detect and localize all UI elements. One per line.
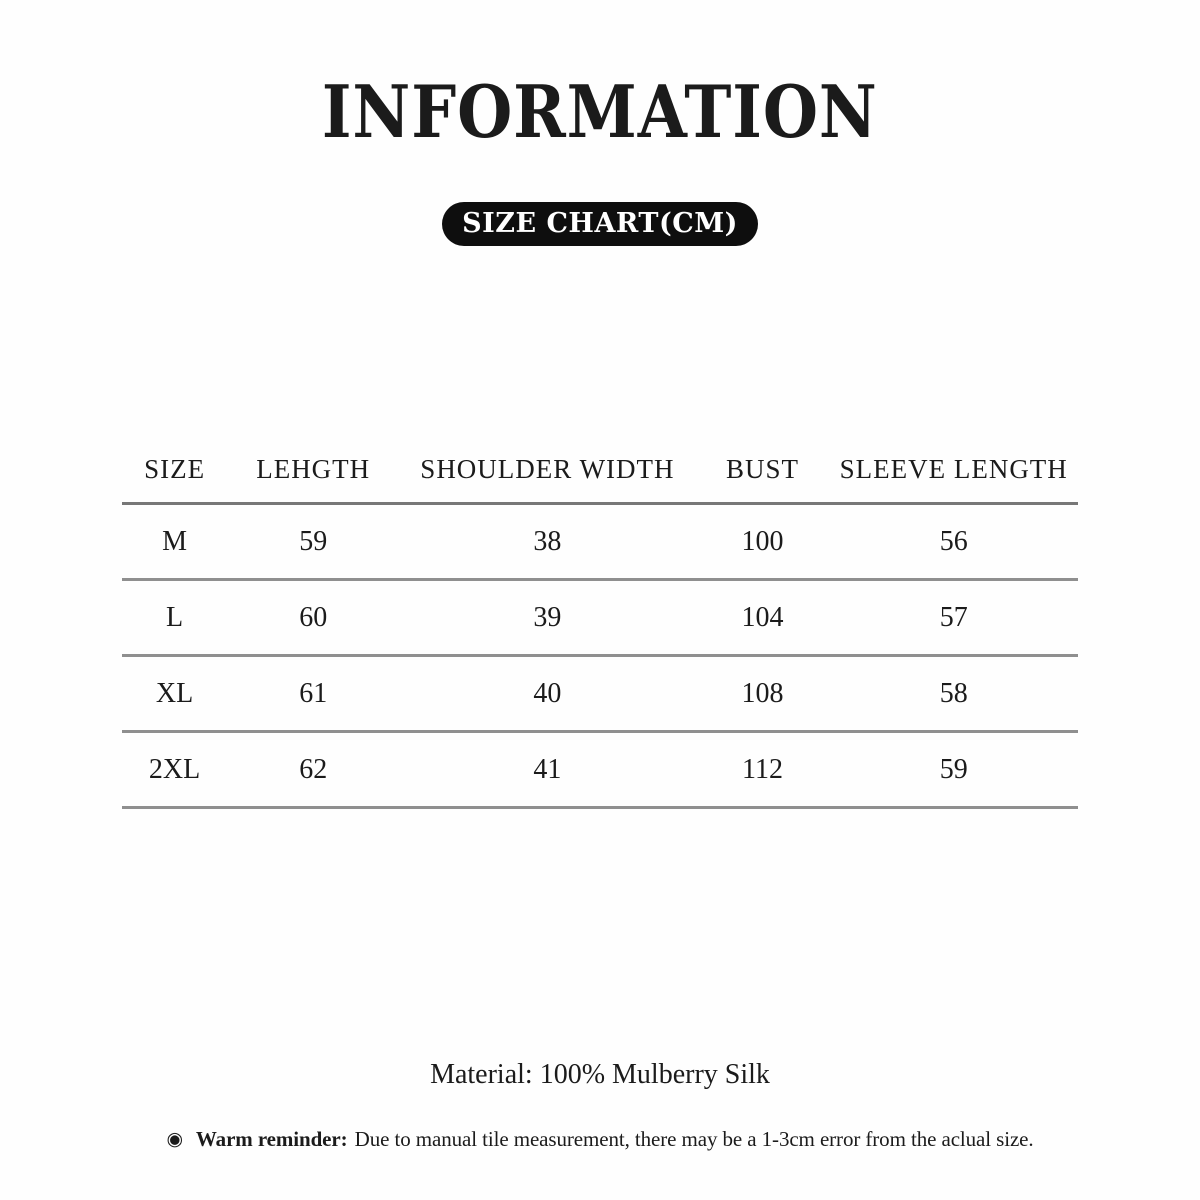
cell-size: XL bbox=[122, 656, 227, 732]
cell-shoulder-width: 41 bbox=[399, 732, 695, 808]
column-header-length: LEHGTH bbox=[227, 437, 399, 504]
cell-length: 61 bbox=[227, 656, 399, 732]
cell-length: 62 bbox=[227, 732, 399, 808]
column-header-shoulder-width: SHOULDER WIDTH bbox=[399, 437, 695, 504]
table-row-xl bbox=[122, 656, 1078, 732]
cell-shoulder-width: 39 bbox=[399, 580, 695, 656]
cell-size: M bbox=[122, 504, 227, 580]
cell-size: L bbox=[122, 580, 227, 656]
cell-bust: 104 bbox=[696, 580, 830, 656]
warm-reminder-text: Due to manual tile measurement, there may be a 1-3cm error from the aclual size. bbox=[354, 1127, 1034, 1151]
cell-sleeve-length: 56 bbox=[829, 504, 1078, 580]
size-chart-table bbox=[122, 437, 1078, 809]
warm-reminder bbox=[0, 1124, 1200, 1155]
size-chart-badge: SIZE CHART(CM) bbox=[442, 202, 758, 246]
page-title bbox=[0, 69, 1200, 154]
cell-length: 59 bbox=[227, 504, 399, 580]
column-header-size: SIZE bbox=[122, 437, 227, 504]
cell-sleeve-length: 58 bbox=[829, 656, 1078, 732]
size-chart-badge-row bbox=[0, 202, 1200, 246]
cell-length: 60 bbox=[227, 580, 399, 656]
column-header-sleeve-length: SLEEVE LENGTH bbox=[829, 437, 1078, 504]
warm-reminder-label: Warm reminder: bbox=[195, 1127, 348, 1151]
cell-sleeve-length: 57 bbox=[829, 580, 1078, 656]
material-text: Material: 100% Mulberry Silk bbox=[430, 1059, 770, 1090]
cell-bust: 112 bbox=[696, 732, 830, 808]
table-header-row bbox=[122, 437, 1078, 504]
cell-bust: 108 bbox=[696, 656, 830, 732]
column-header-bust: BUST bbox=[696, 437, 830, 504]
table-row-m bbox=[122, 504, 1078, 580]
cell-sleeve-length: 59 bbox=[829, 732, 1078, 808]
fisheye-bullet-icon: ◉ bbox=[166, 1129, 183, 1150]
page-title-text: INFORMATION bbox=[322, 69, 878, 154]
cell-shoulder-width: 38 bbox=[399, 504, 695, 580]
table-row-l bbox=[122, 580, 1078, 656]
cell-size: 2XL bbox=[122, 732, 227, 808]
cell-bust: 100 bbox=[696, 504, 830, 580]
cell-shoulder-width: 40 bbox=[399, 656, 695, 732]
table-row-2xl bbox=[122, 732, 1078, 808]
